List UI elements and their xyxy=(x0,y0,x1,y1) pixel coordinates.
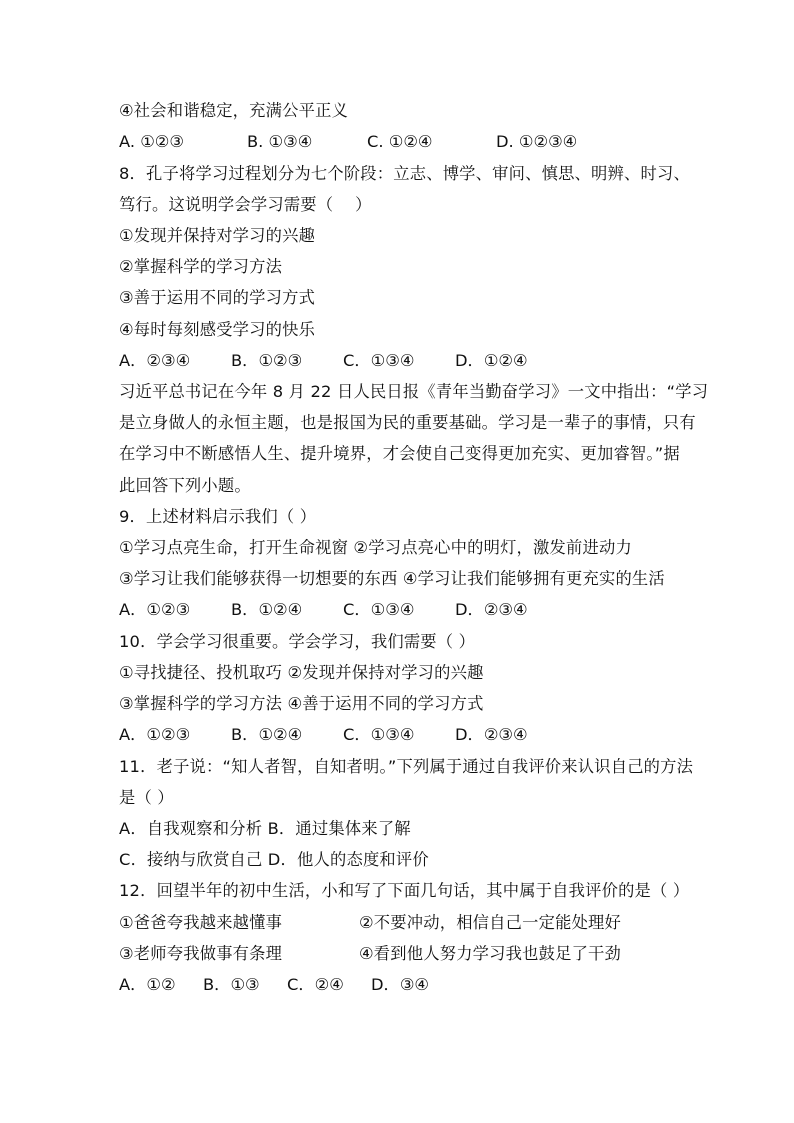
option-d: D. ①②③④ xyxy=(496,132,578,151)
statement-2: ②掌握科学的学习方法 xyxy=(119,257,283,276)
text-line: 在学习中不断感悟人生、提升境界，才会使自己变得更加充实、更加睿智。”据 xyxy=(119,444,680,463)
question-9-stem: 9．上述材料启示我们（ ） xyxy=(119,507,317,526)
statement-pair: ③学习让我们能够获得一切想要的东西 ④学习让我们能够拥有更充实的生活 xyxy=(119,569,665,588)
text-line: 此回答下列小题。 xyxy=(119,476,251,495)
question-12-stem: 12．回望半年的初中生活，小和写了下面几句话，其中属于自我评价的是（ ） xyxy=(119,881,690,900)
statement-pair: ①寻找捷径、投机取巧 ②发现并保持对学习的兴趣 xyxy=(119,663,484,682)
text-line: 是立身做人的永恒主题，也是报国为民的重要基础。学习是一辈子的事情，只有 xyxy=(119,413,696,432)
option-c: C. ①②④ xyxy=(367,132,433,151)
text-line: ④社会和谐稳定，充满公平正义 xyxy=(119,101,349,120)
option-b: B．①③ xyxy=(203,975,260,994)
question-8-stem: 8．孔子将学习过程划分为七个阶段：立志、博学、审问、慎思、明辨、时习、 xyxy=(119,164,690,183)
option-a: A. ①②③ xyxy=(119,132,184,151)
text-line: 是（ ） xyxy=(119,788,174,807)
statement-1: ①爸爸夸我越来越懂事 xyxy=(119,913,283,932)
statement-1: ①发现并保持对学习的兴趣 xyxy=(119,226,316,245)
statement-2: ②不要冲动，相信自己一定能处理好 xyxy=(359,913,622,932)
statement-4: ④看到他人努力学习我也鼓足了干劲 xyxy=(359,944,622,963)
statement-3: ③老师夸我做事有条理 xyxy=(119,944,283,963)
option-d: D．①②④ xyxy=(455,351,528,370)
option-a: A．②③④ xyxy=(119,351,191,370)
option-c: C．②④ xyxy=(287,975,344,994)
question-10-stem: 10．学会学习很重要。学会学习，我们需要（ ） xyxy=(119,632,476,651)
option-b: B．①②③ xyxy=(231,351,303,370)
option-pair: A．自我观察和分析 B．通过集体来了解 xyxy=(119,819,411,838)
option-pair: C．接纳与欣赏自己 D．他人的态度和评价 xyxy=(119,850,429,869)
text-line: 笃行。这说明学会学习需要（ ） xyxy=(119,195,372,214)
statement-pair: ③掌握科学的学习方法 ④善于运用不同的学习方式 xyxy=(119,694,484,713)
option-a: A．①②③ xyxy=(119,600,191,619)
statement-pair: ①学习点亮生命，打开生命视窗 ②学习点亮心中的明灯，激发前进动力 xyxy=(119,538,632,557)
material-paragraph: 习近平总书记在今年 8 月 22 日人民日报《青年当勤奋学习》一文中指出：“学习 xyxy=(119,382,709,401)
option-d: D．③④ xyxy=(371,975,430,994)
option-d: D．②③④ xyxy=(455,725,528,744)
option-c: C．①③④ xyxy=(343,725,415,744)
option-d: D．②③④ xyxy=(455,600,528,619)
option-c: C．①③④ xyxy=(343,351,415,370)
statement-4: ④每时每刻感受学习的快乐 xyxy=(119,320,316,339)
option-b: B．①②④ xyxy=(231,600,303,619)
option-c: C．①③④ xyxy=(343,600,415,619)
question-11-stem: 11．老子说：“知人者智，自知者明。”下列属于通过自我评价来认识自己的方法 xyxy=(119,757,694,776)
statement-3: ③善于运用不同的学习方式 xyxy=(119,288,316,307)
option-a: A．①② xyxy=(119,975,176,994)
option-b: B. ①③④ xyxy=(247,132,313,151)
option-b: B．①②④ xyxy=(231,725,303,744)
option-a: A．①②③ xyxy=(119,725,191,744)
